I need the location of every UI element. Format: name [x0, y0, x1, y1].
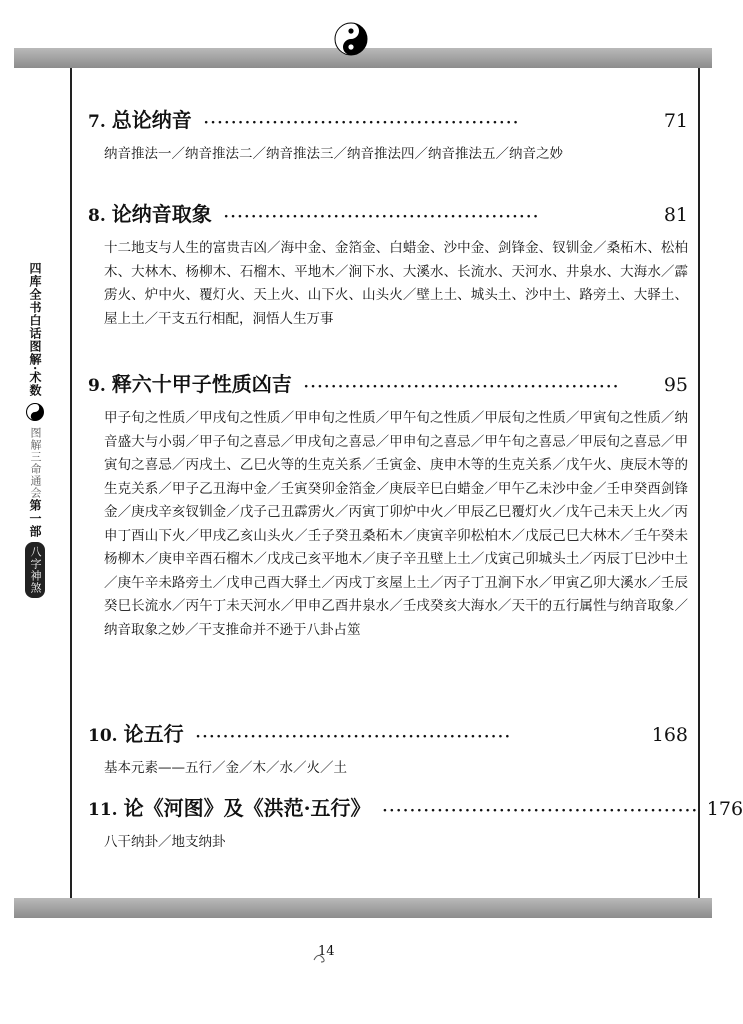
leader-dots: ·············································· — [195, 729, 512, 745]
entry-title: 总论纳音 — [111, 108, 192, 132]
entry-number: 10. — [88, 726, 118, 746]
leader-dots: ·············································· — [382, 803, 699, 819]
bottom-gray-bar — [14, 898, 712, 918]
leader-dots: ·············································· — [203, 115, 520, 131]
page-number: 14 — [318, 944, 335, 959]
entry-number: 7. — [88, 112, 106, 132]
entry-subtopics: 纳音推法一／纳音推法二／纳音推法三／纳音推法四／纳音推法五／纳音之妙 — [104, 146, 563, 162]
entry-page: 95 — [663, 374, 688, 396]
entry-number: 11. — [88, 800, 118, 820]
section-badge: 八字神煞 — [25, 542, 45, 598]
entry-page: 71 — [663, 110, 688, 132]
entry-title: 论纳音取象 — [111, 202, 212, 226]
yin-yang-small-icon — [26, 403, 44, 421]
entry-subtopics: 基本元素——五行／金／木／水／火／土 — [104, 760, 347, 776]
entry-title: 论《河图》及《洪范·五行》 — [123, 796, 371, 820]
entry-number: 8. — [88, 206, 106, 226]
entry-title: 论五行 — [123, 722, 184, 746]
toc-entry — [88, 368, 688, 642]
entry-title: 释六十甲子性质凶吉 — [111, 372, 292, 396]
leader-dots: ·············································· — [303, 379, 620, 395]
entry-number: 9. — [88, 376, 106, 396]
entry-subtopics: 八干纳卦／地支纳卦 — [104, 834, 226, 850]
sidebar — [20, 262, 50, 598]
leader-dots: ·············································· — [223, 209, 540, 225]
toc-entry — [88, 718, 688, 781]
entry-page: 176 — [706, 798, 743, 820]
toc-entry — [88, 792, 743, 855]
entry-subtopics: 十二地支与人生的富贵吉凶／海中金、金箔金、白蜡金、沙中金、剑锋金、钗钏金／桑柘木、松柏木、大林木、杨柳木、石榴木、平地木／涧下水、大溪水、长流水、天河水、井泉水、大海水／霹雳火、炉中火、覆灯火、天上火、山下火、山头火／壁上土、城头土、沙中土、路旁土、大驿土、屋上土／干支五行相配，洞悟人生万事 — [104, 240, 688, 327]
part-label: 第一部 — [28, 499, 42, 539]
entry-page: 81 — [663, 204, 688, 226]
book-title: 图解三命通会 — [29, 427, 42, 500]
toc-entry — [88, 198, 688, 331]
toc-entry — [88, 104, 688, 167]
series-title: 四库全书白话图解·术数 — [28, 262, 42, 398]
entry-subtopics: 甲子旬之性质／甲戌旬之性质／甲申旬之性质／甲午旬之性质／甲辰旬之性质／甲寅旬之性质／纳音盛大与小弱／甲子旬之喜忌／甲戌旬之喜忌／甲申旬之喜忌／甲午旬之喜忌／甲辰旬之喜忌／甲寅旬之喜忌／丙戌土、乙巳火等的生克关系／壬寅金、庚申木等的生克关系／戊午火、庚辰木等的生克关系／甲子乙丑海中金／壬寅癸卯金箔金／庚辰辛巳白蜡金／甲午乙未沙中金／壬申癸酉剑锋金／庚戌辛亥钗钏金／戊子己丑霹雳火／丙寅丁卯炉中火／甲辰乙巳覆灯火／戊午己未天上火／丙申丁酉山下火／甲戌乙亥山头火／壬子癸丑桑柘木／庚寅辛卯松柏木／戊辰己巳大林木／壬午癸未杨柳木／庚申辛酉石榴木／戊戌己亥平地木／庚子辛丑壁上土／戊寅己卯城头土／丙辰丁巳沙中土／庚午辛未路旁土／戊申己酉大驿土／丙戌丁亥屋上土／丙子丁丑涧下水／甲寅乙卯大溪水／壬辰癸巳长流水／丙午丁未天河水／甲申乙酉井泉水／壬戌癸亥大海水／天干的五行属性与纳音取象／纳音取象之妙／干支推命并不逊于八卦占筮 — [104, 410, 688, 638]
yin-yang-icon — [334, 22, 368, 56]
entry-page: 168 — [651, 724, 688, 746]
